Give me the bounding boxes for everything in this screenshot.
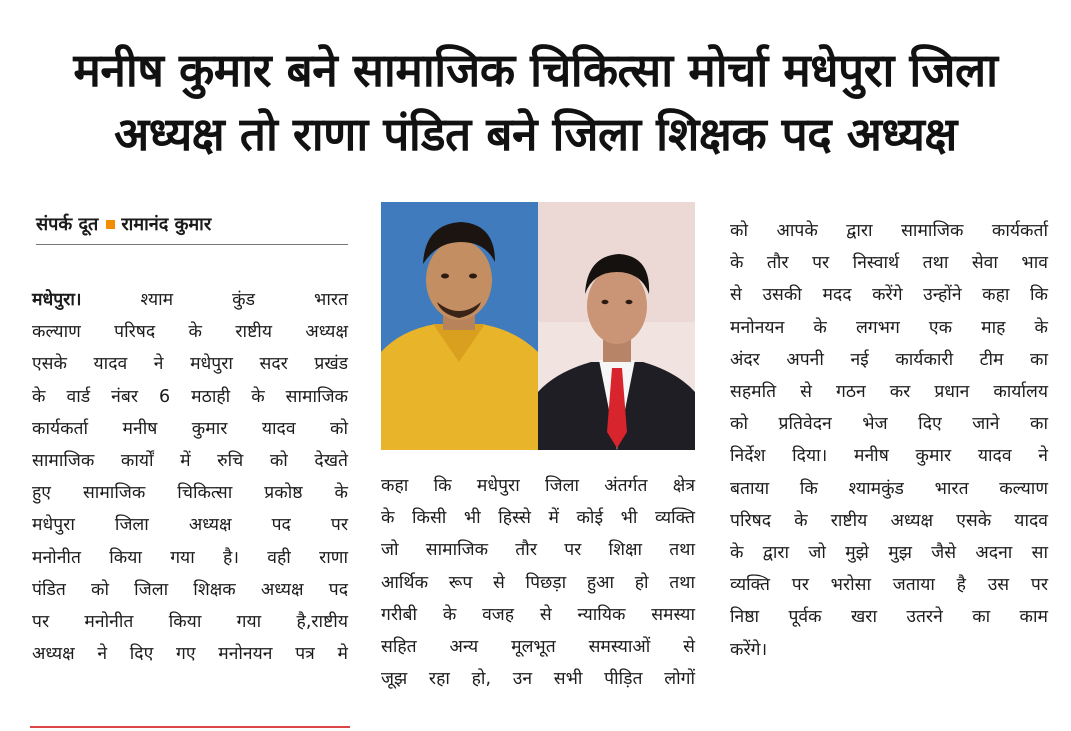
column-1-line: अध्यक्ष ने दिए गए मनोनयन पत्र मे xyxy=(32,644,348,665)
column-1-line: पर मनोनीत किया गया है,राष्टीय xyxy=(32,612,348,633)
byline-source: संपर्क दूत xyxy=(36,214,99,235)
column-3-line: करेंगे। xyxy=(730,639,768,660)
column-3-line: से उसकी मदद करेंगे उन्होंने कहा कि xyxy=(730,285,1048,306)
column-3-line: निर्देश दिया। मनीष कुमार यादव ने xyxy=(730,446,1048,467)
column-1-line: कार्यकर्ता मनीष कुमार यादव को xyxy=(32,418,348,439)
column-1-line: कल्याण परिषद के राष्टीय अध्यक्ष xyxy=(32,322,348,343)
byline xyxy=(36,212,348,245)
column-1-line: एसके यादव ने मधेपुरा सदर प्रखंड xyxy=(32,354,348,375)
headline xyxy=(20,38,1051,166)
column-3-line: निष्ठा पूर्वक खरा उतरने का काम xyxy=(730,607,1048,628)
portrait-left xyxy=(381,202,538,450)
column-2-line: कहा कि मधेपुरा जिला अंतर्गत क्षेत्र xyxy=(381,476,695,496)
column-3-line: के तौर पर निस्वार्थ तथा सेवा भाव xyxy=(730,253,1048,274)
column-3-line: के द्वारा जो मुझे मुझ जैसे अदना सा xyxy=(730,543,1048,564)
column-3-line: बताया कि श्यामकुंड भारत कल्याण xyxy=(730,478,1048,499)
column-3-line: मनोनयन के लगभग एक माह के xyxy=(730,317,1048,338)
column-1-line: हुए सामाजिक चिकित्सा प्रकोष्ठ के xyxy=(32,483,348,504)
news-photo xyxy=(381,202,695,450)
column-1-line: मधेपुरा जिला अध्यक्ष पद पर xyxy=(32,515,348,536)
column-1-line xyxy=(32,284,348,316)
column-2-line: जो सामाजिक तौर पर शिक्षा तथा xyxy=(381,540,695,561)
column-1-line: मनोनीत किया गया है। वही राणा xyxy=(32,547,348,568)
column-2-line: के किसी भी हिस्से में कोई भी व्यक्ति xyxy=(381,508,695,529)
column-2-line: आर्थिक रूप से पिछड़ा हुआ हो तथा xyxy=(381,572,695,593)
column-3-line: परिषद के राष्टीय अध्यक्ष एसके यादव xyxy=(730,510,1048,531)
column-3-line: अंदर अपनी नई कार्यकारी टीम का xyxy=(730,349,1048,370)
column-1 xyxy=(32,284,348,670)
column-3 xyxy=(730,215,1048,666)
column-2-line: सहित अन्य मूलभूत समस्याओं से xyxy=(381,637,695,658)
column-1-line: के वार्ड नंबर 6 मठाही के सामाजिक xyxy=(32,386,348,407)
headline-line-1: मनीष कुमार बने सामाजिक चिकित्सा मोर्चा मधेपुरा जिला xyxy=(73,43,998,97)
column-1-line: सामाजिक कार्यों में रुचि को देखते xyxy=(32,451,348,472)
byline-square-icon xyxy=(106,220,115,229)
column-3-line: को प्रतिवेदन भेज दिए जाने का xyxy=(730,414,1048,435)
portrait-photos xyxy=(381,202,695,450)
byline-author: रामानंद कुमार xyxy=(121,214,212,235)
column-2 xyxy=(381,470,695,695)
column-1-line: पंडित को जिला शिक्षक अध्यक्ष पद xyxy=(32,579,348,600)
dateline: मधेपुरा। xyxy=(32,290,82,310)
headline-line-2: अध्यक्ष तो राणा पंडित बने जिला शिक्षक पद अध्यक्ष xyxy=(114,107,957,161)
column-1-line-text: श्याम कुंड भारत xyxy=(81,290,348,310)
column-3-line: सहमति से गठन कर प्रधान कार्यालय xyxy=(730,382,1048,403)
divider xyxy=(30,726,350,728)
column-3-line: को आपके द्वारा सामाजिक कार्यकर्ता xyxy=(730,221,1048,241)
column-2-line: गरीबी के वजह से न्यायिक समस्या xyxy=(381,604,695,625)
column-2-line: जूझ रहा हो, उन सभी पीड़ित लोगों xyxy=(381,669,695,690)
column-3-line: व्यक्ति पर भरोसा जताया है उस पर xyxy=(730,575,1048,596)
portrait-right xyxy=(538,202,695,450)
